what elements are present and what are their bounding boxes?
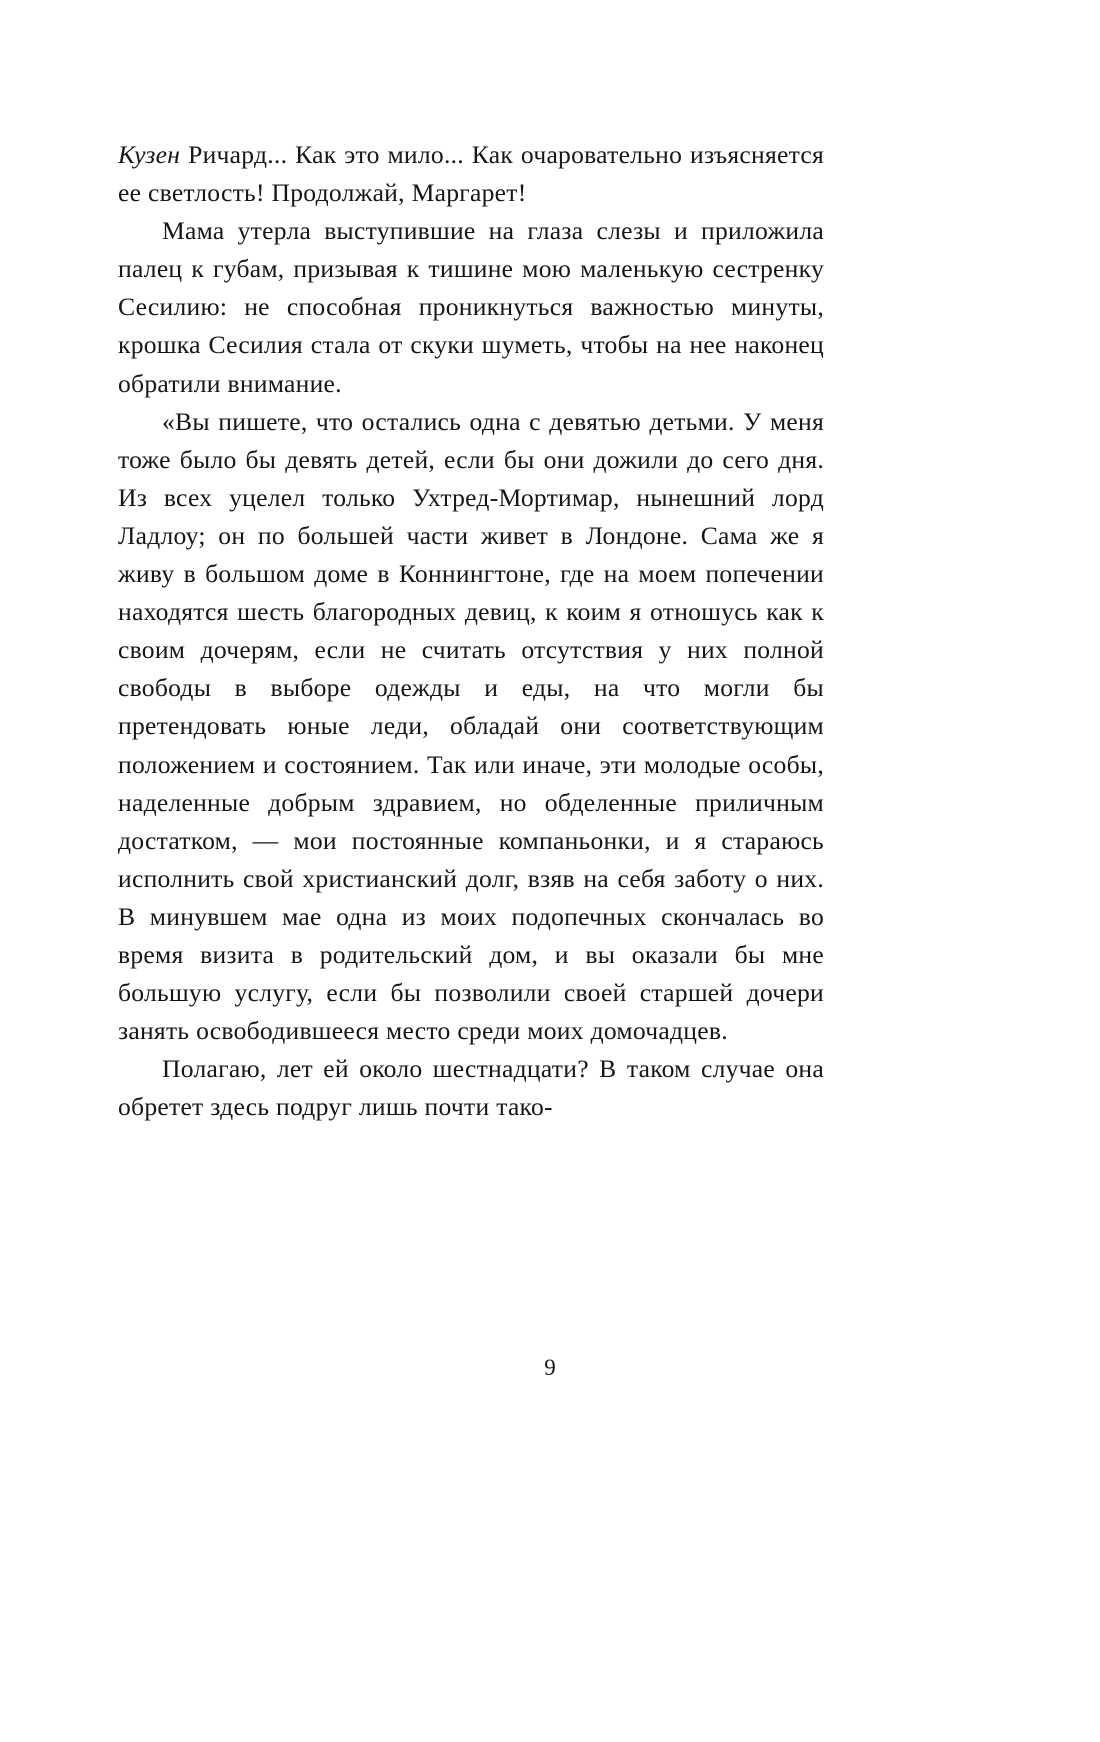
page-text-block bbox=[118, 136, 824, 1126]
paragraph-letter-body bbox=[118, 403, 824, 1051]
text-run-dialogue-opening: Ричард... Как это мило... Как очаровательно изъясняется ее светлость! Продолжай, Маргарет! bbox=[118, 140, 824, 208]
paragraph-letter-continued bbox=[118, 1050, 824, 1126]
text-run-letter-body: «Вы пишете, что остались одна с девятью детьми. У меня тоже было бы девять детей, если бы они дожили до сего дня. Из всех уцелел только Ухтред-Мортимар, нынешний лорд Ладлоу; он по большей части живет в Лондоне. Сама же я живу в большом доме в Коннингтоне, где на моем попечении находятся шесть благородных девиц, к коим я отношусь как к своим дочерям, если не считать отсутствия у них полной свободы в выборе одежды и еды, на что могли бы претендовать юные леди, обладай они соответствующим положением и состоянием. Так или иначе, эти молодые особы, наделенные добрым здравием, но обделенные приличным достатком, — мои постоянные компаньонки, и я стараюсь исполнить свой христианский долг, взяв на себя заботу о них. В минувшем мае одна из моих подопечных скончалась во время визита в родительский дом, и вы оказали бы мне большую услугу, если бы позволили своей старшей дочери занять освободившееся место среди моих домочадцев. bbox=[118, 406, 824, 1046]
page-number: 9 bbox=[544, 1355, 556, 1380]
paragraph-dialogue-opening bbox=[118, 136, 824, 212]
italic-run-kuzen: Кузен bbox=[118, 140, 181, 169]
text-run-letter-continued: Полагаю, лет ей около шестнадцати? В таком случае она обретет здесь подруг лишь почти тако- bbox=[118, 1054, 824, 1122]
paragraph-mama bbox=[118, 212, 824, 402]
text-run-mama: Мама утерла выступившие на глаза слезы и приложила палец к губам, призывая к тишине мою маленькую сестренку Сесилию: не способная проникнуться важностью минуты, крошка Сесилия стала от скуки шуметь, чтобы на нее наконец обратили внимание. bbox=[118, 216, 824, 398]
